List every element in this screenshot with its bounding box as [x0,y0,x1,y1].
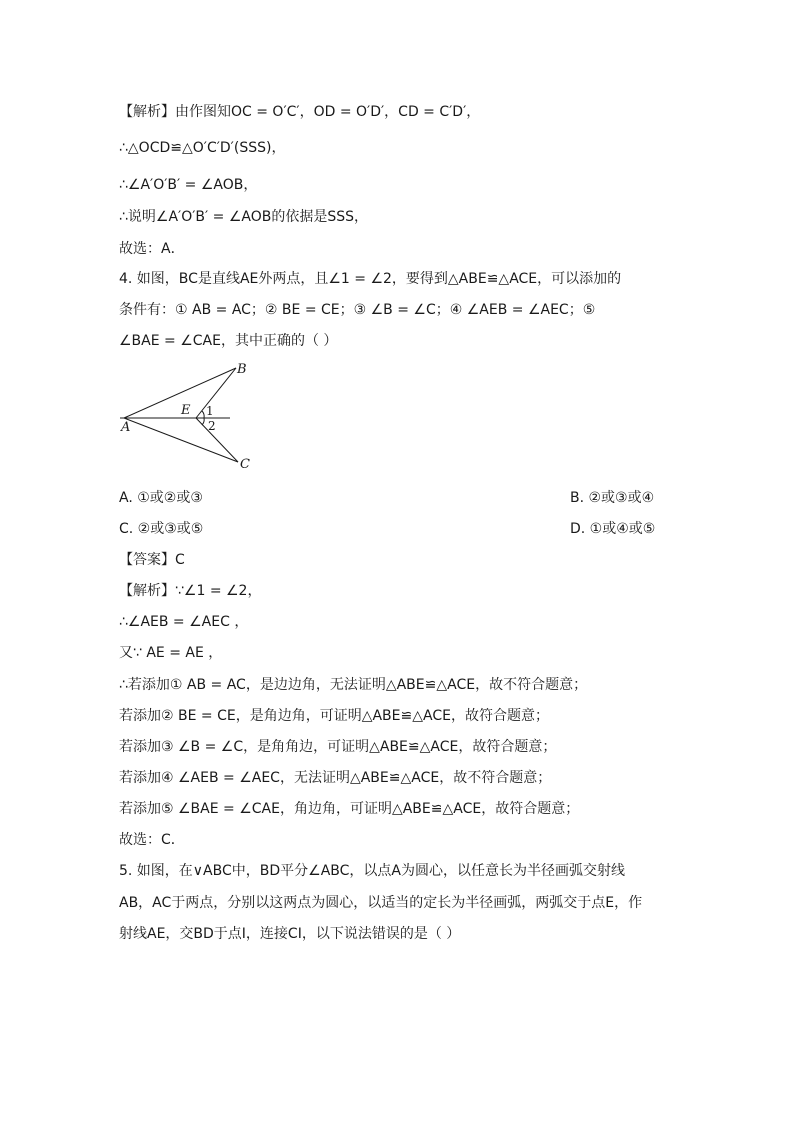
analysis-text: ∴∠AEB = ∠AEC ， [119,614,249,630]
point-label-e: E [181,403,191,418]
question-text: 射线AE，交BD于点I，连接CI，以下说法错误的是（ ） [119,926,461,942]
angle-label-2: 2 [208,419,216,433]
point-label-a: A [121,420,131,435]
text-line: ∴说明∠A′O′B′ = ∠AOB的依据是SSS， [119,209,368,225]
angle-label-1: 1 [206,404,214,418]
analysis-text: 若添加③ ∠B = ∠C，是角角边，可证明△ABE≌△ACE，故符合题意； [119,739,557,755]
analysis-text: 又∵ AE = AE ， [119,645,223,661]
option-a: A. ①或②或③ [119,490,203,506]
answer: 【答案】C [119,552,185,568]
point-label-b: B [237,362,247,377]
text-line: 【解析】由作图知OC = O′C′，OD = O′D′，CD = C′D′， [119,104,481,120]
point-label-c: C [240,457,250,472]
option-b: B. ②或③或④ [570,490,655,506]
angle-2-arc [202,418,204,425]
angle-1-arc [202,411,204,418]
text-line: ∴∠A′O′B′ = ∠AOB， [119,177,258,193]
option-d: D. ①或④或⑤ [570,521,656,537]
analysis-text: 【解析】∵∠1 = ∠2， [119,583,262,599]
question-text: ∠BAE = ∠CAE，其中正确的（ ） [119,333,338,349]
geometry-figure [116,358,266,474]
option-c: C. ②或③或⑤ [119,521,204,537]
analysis-text: ∴若添加① AB = AC，是边边角，无法证明△ABE≌△ACE，故不符合题意； [119,677,588,693]
question-text: 4. 如图，BC是直线AE外两点，且∠1 = ∠2，要得到△ABE≌△ACE，可以添加的 [119,271,622,287]
analysis-text: 故选：C． [119,832,185,848]
question-text: AB，AC于两点，分别以这两点为圆心，以适当的定长为半径画弧，两弧交于点E，作 [119,895,643,911]
text-line: ∴△OCD≌△O′C′D′(SSS)， [119,140,286,156]
text-line: 故选：A． [119,241,185,257]
analysis-text: 若添加② BE = CE，是角边角，可证明△ABE≌△ACE，故符合题意； [119,708,549,724]
question-text: 条件有：① AB = AC；② BE = CE；③ ∠B = ∠C；④ ∠AEB = ∠AEC；⑤ [119,302,596,318]
segment-ac [124,418,238,462]
analysis-text: 若添加④ ∠AEB = ∠AEC，无法证明△ABE≌△ACE，故不符合题意； [119,770,552,786]
question-text: 5. 如图，在∨ABC中，BD平分∠ABC，以点A为圆心，以任意长为半径画弧交射线 [119,863,625,879]
segment-eb [196,368,236,418]
segment-ab [124,368,236,418]
analysis-text: 若添加⑤ ∠BAE = ∠CAE，角边角，可证明△ABE≌△ACE，故符合题意； [119,801,580,817]
